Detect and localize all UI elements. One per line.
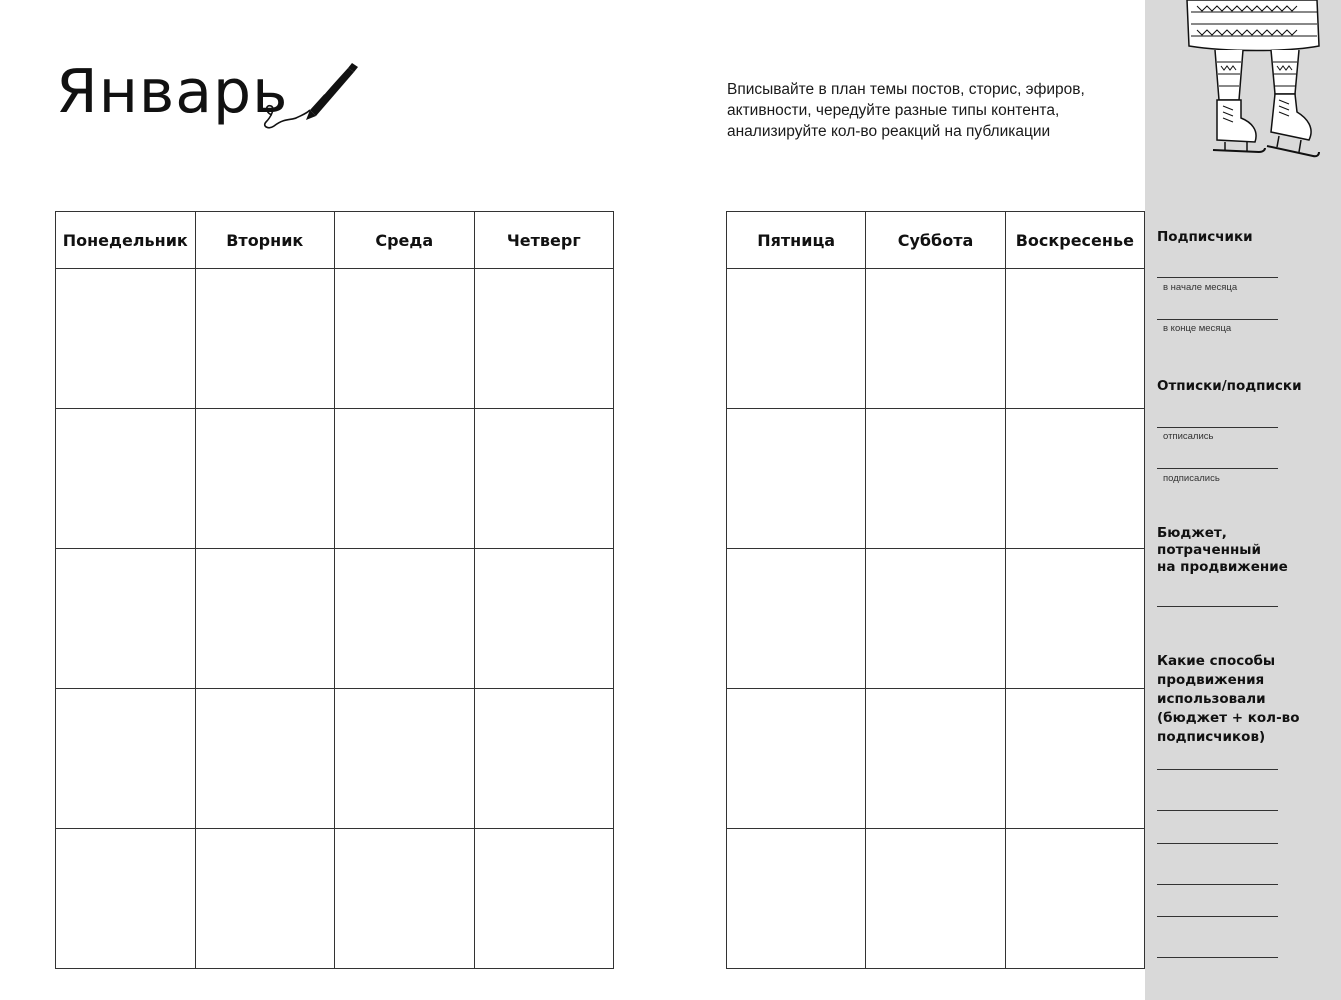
methods-heading-line: (бюджет + кол-во bbox=[1157, 710, 1300, 726]
stats-sidebar bbox=[1145, 0, 1341, 1000]
methods-line[interactable] bbox=[1157, 769, 1278, 770]
subscribers-start-label: в начале месяца bbox=[1163, 282, 1238, 293]
budget-heading-line: на продвижение bbox=[1157, 559, 1288, 575]
calendar-cell[interactable] bbox=[56, 409, 196, 549]
subscribers-start-line[interactable] bbox=[1157, 277, 1278, 278]
calendar-cell[interactable] bbox=[56, 829, 196, 969]
pen-icon bbox=[262, 60, 362, 132]
calendar-cell[interactable] bbox=[727, 829, 866, 969]
calendar-cell[interactable] bbox=[1005, 549, 1144, 689]
calendar-row bbox=[56, 689, 614, 829]
day-header-saturday: Суббота bbox=[866, 212, 1005, 269]
calendar-cell[interactable] bbox=[866, 269, 1005, 409]
calendar-cell[interactable] bbox=[474, 829, 614, 969]
calendar-cell[interactable] bbox=[1005, 409, 1144, 549]
calendar-cell[interactable] bbox=[195, 689, 335, 829]
calendar-cell[interactable] bbox=[195, 269, 335, 409]
methods-heading-line: использовали bbox=[1157, 691, 1266, 707]
calendar-cell[interactable] bbox=[335, 269, 475, 409]
calendar-cell[interactable] bbox=[727, 549, 866, 689]
calendar-cell[interactable] bbox=[1005, 689, 1144, 829]
calendar-header-row bbox=[56, 212, 614, 269]
methods-line[interactable] bbox=[1157, 916, 1278, 917]
day-header-sunday: Воскресенье bbox=[1005, 212, 1144, 269]
calendar-cell[interactable] bbox=[1005, 269, 1144, 409]
calendar-row bbox=[56, 549, 614, 689]
calendar-cell[interactable] bbox=[727, 409, 866, 549]
calendar-cell[interactable] bbox=[474, 409, 614, 549]
calendar-row bbox=[727, 829, 1145, 969]
methods-heading-line: Какие способы bbox=[1157, 653, 1276, 669]
methods-line[interactable] bbox=[1157, 843, 1278, 844]
calendar-cell[interactable] bbox=[866, 549, 1005, 689]
calendar-cell[interactable] bbox=[56, 549, 196, 689]
budget-heading bbox=[1157, 524, 1288, 577]
calendar-row bbox=[727, 269, 1145, 409]
day-header-friday: Пятница bbox=[727, 212, 866, 269]
skates-illustration bbox=[1167, 0, 1341, 172]
calendar-row bbox=[56, 269, 614, 409]
methods-line[interactable] bbox=[1157, 957, 1278, 958]
unsub-sub-heading: Отписки/подписки bbox=[1157, 378, 1302, 394]
calendar-cell[interactable] bbox=[727, 689, 866, 829]
unsubscribed-line[interactable] bbox=[1157, 427, 1278, 428]
calendar-cell[interactable] bbox=[335, 549, 475, 689]
subscribers-end-label: в конце месяца bbox=[1163, 323, 1232, 334]
calendar-cell[interactable] bbox=[335, 409, 475, 549]
calendar-cell[interactable] bbox=[474, 549, 614, 689]
budget-heading-line: Бюджет, bbox=[1157, 525, 1227, 541]
subscribed-label: подписались bbox=[1163, 473, 1220, 484]
subscribers-heading: Подписчики bbox=[1157, 229, 1253, 245]
calendar-cell[interactable] bbox=[866, 829, 1005, 969]
calendar-row bbox=[56, 829, 614, 969]
instructions-text: Вписывайте в план темы постов, сторис, эфиров, активности, чередуйте разные типы контента, анализируйте кол-во реакций на публикации bbox=[727, 81, 1085, 140]
day-header-thursday: Четверг bbox=[474, 212, 614, 269]
calendar-cell[interactable] bbox=[866, 409, 1005, 549]
budget-heading-line: потраченный bbox=[1157, 542, 1261, 558]
calendar-cell[interactable] bbox=[56, 269, 196, 409]
calendar-cell[interactable] bbox=[727, 269, 866, 409]
subscribed-line[interactable] bbox=[1157, 468, 1278, 469]
methods-heading-line: подписчиков) bbox=[1157, 729, 1266, 745]
calendar-row bbox=[727, 689, 1145, 829]
calendar-cell[interactable] bbox=[195, 409, 335, 549]
calendar-cell[interactable] bbox=[195, 549, 335, 689]
methods-heading bbox=[1157, 652, 1300, 747]
day-header-wednesday: Среда bbox=[335, 212, 475, 269]
methods-line[interactable] bbox=[1157, 810, 1278, 811]
calendar-header-row bbox=[727, 212, 1145, 269]
calendar-cell[interactable] bbox=[335, 829, 475, 969]
calendar-cell[interactable] bbox=[195, 829, 335, 969]
day-header-monday: Понедельник bbox=[56, 212, 196, 269]
calendar-cell[interactable] bbox=[866, 689, 1005, 829]
calendar-cell[interactable] bbox=[474, 269, 614, 409]
calendar-row bbox=[56, 409, 614, 549]
methods-heading-line: продвижения bbox=[1157, 672, 1265, 688]
budget-line[interactable] bbox=[1157, 606, 1278, 607]
calendar-cell[interactable] bbox=[56, 689, 196, 829]
day-header-tuesday: Вторник bbox=[195, 212, 335, 269]
methods-line[interactable] bbox=[1157, 884, 1278, 885]
unsubscribed-label: отписались bbox=[1163, 431, 1214, 442]
calendar-cell[interactable] bbox=[1005, 829, 1144, 969]
calendar-right-grid bbox=[726, 211, 1145, 969]
subscribers-end-line[interactable] bbox=[1157, 319, 1278, 320]
calendar-row bbox=[727, 409, 1145, 549]
calendar-cell[interactable] bbox=[474, 689, 614, 829]
calendar-cell[interactable] bbox=[335, 689, 475, 829]
page-title: Январь bbox=[56, 57, 289, 127]
calendar-left-grid bbox=[55, 211, 614, 969]
calendar-row bbox=[727, 549, 1145, 689]
